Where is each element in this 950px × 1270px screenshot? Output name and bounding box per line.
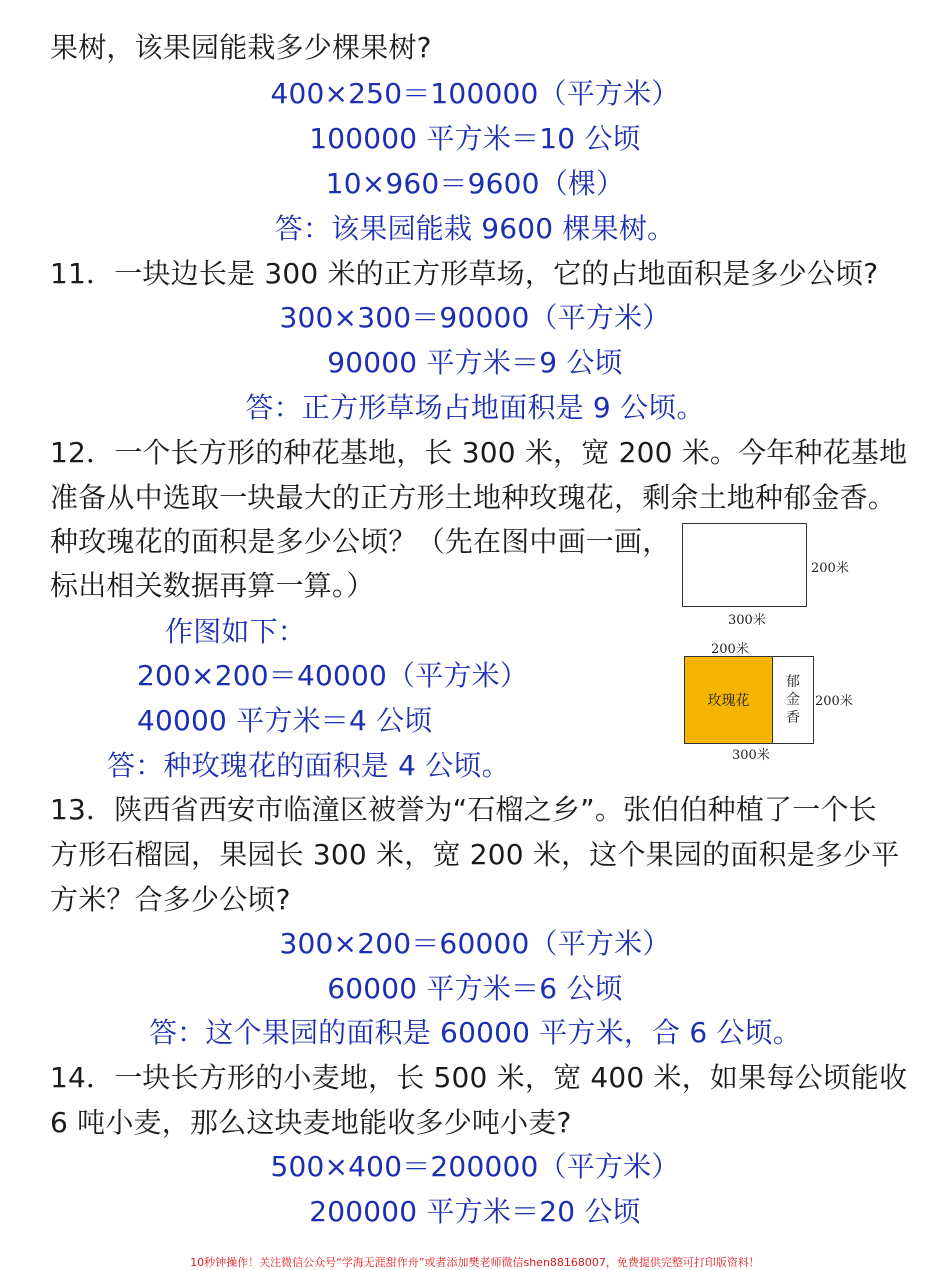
field-rectangle [684,656,814,744]
answer-line: 200000 平方米＝20 公顷 [309,1195,641,1228]
question-14: 14．一块长方形的小麦地，长 500 米，宽 400 米，如果每公顷能收 [50,1061,908,1094]
answer-line: 400×250＝100000（平方米） [270,77,680,110]
width-label: 200米 [811,561,849,576]
question-11: 11．一块边长是 300 米的正方形草场，它的占地面积是多少公顷? [50,257,879,290]
answer-line: 100000 平方米＝10 公顷 [309,122,641,155]
question-13: 13．陕西省西安市临潼区被誉为“石榴之乡”。张伯伯种植了一个长 [50,793,877,826]
tulip-label-char: 香 [786,710,800,726]
answer-line: 300×300＝90000（平方米） [279,301,671,334]
question-12: 准备从中选取一块最大的正方形土地种玫瑰花，剩余土地种郁金香。 [50,481,897,514]
question-13: 方米？合多少公顷? [50,883,291,916]
rose-label: 玫瑰花 [707,693,750,709]
answer-line: 作图如下： [165,615,307,648]
square-side-label: 200米 [711,642,749,657]
answer-line: 40000 平方米＝4 公顷 [137,704,433,737]
answer-line: 300×200＝60000（平方米） [279,927,671,960]
tulip-label-char: 金 [786,692,800,708]
question-10-continued: 果树，该果园能栽多少棵果树? [50,31,432,64]
width-label: 200米 [815,694,853,709]
question-13: 方形石榴园，果园长 300 米，宽 200 米，这个果园的面积是多少平 [50,838,900,871]
answer-line: 500×400＝200000（平方米） [270,1150,680,1183]
footer-notice: 10秒钟操作！关注微信公众号“学海无涯甜作舟”或者添加樊老师微信shen88168007，免费提供完整可打印版资料！ [190,1256,760,1269]
answer-summary: 答：种玫瑰花的面积是 4 公顷。 [107,749,510,782]
answer-line: 10×960＝9600（棵） [325,167,625,200]
tulip-area [773,657,813,743]
answer-summary: 答：这个果园的面积是 60000 平方米，合 6 公顷。 [148,1016,802,1049]
length-label: 300米 [728,613,766,628]
answer-summary: 答：该果园能栽 9600 棵果树。 [274,212,676,245]
answer-line: 60000 平方米＝6 公顷 [327,972,623,1005]
figure-divided-rectangle [682,638,872,764]
answer-summary: 答：正方形草场占地面积是 9 公顷。 [245,391,705,424]
question-12: 标出相关数据再算一算。） [50,569,375,602]
field-rectangle [682,523,807,607]
answer-line: 90000 平方米＝9 公顷 [327,346,623,379]
question-14: 6 吨小麦，那么这块麦地能收多少吨小麦? [50,1106,572,1139]
figure-rectangle [682,523,852,633]
question-12: 12．一个长方形的种花基地，长 300 米，宽 200 米。今年种花基地 [50,436,908,469]
rose-square [685,657,773,743]
question-12: 种玫瑰花的面积是多少公顷？（先在图中画一画， [50,525,671,558]
tulip-label-char: 郁 [786,674,800,690]
answer-line: 200×200＝40000（平方米） [137,659,529,692]
length-label: 300米 [732,748,770,763]
